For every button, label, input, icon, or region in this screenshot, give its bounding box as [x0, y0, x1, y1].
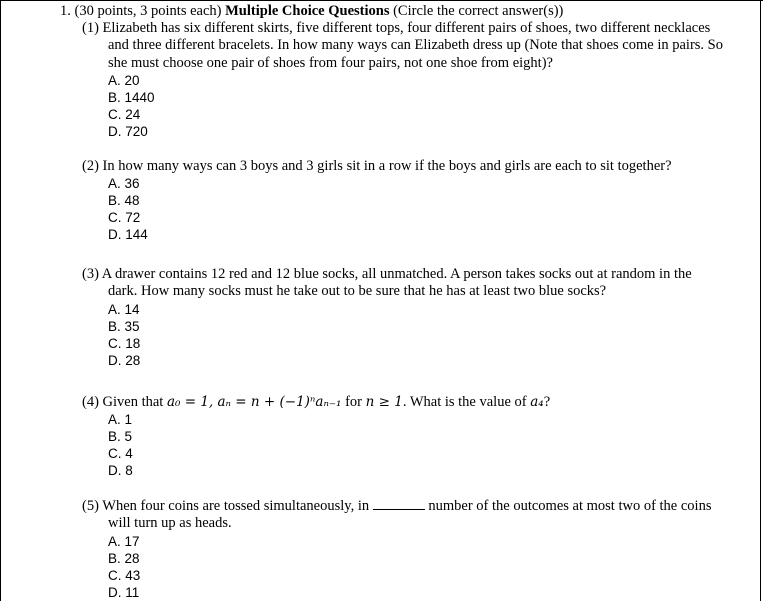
option-c[interactable]: C. 24 — [108, 106, 141, 122]
answer-blank[interactable] — [373, 497, 425, 510]
option-d[interactable]: D. 8 — [108, 463, 133, 479]
question-2-options — [82, 175, 742, 243]
option-d[interactable]: D. 28 — [108, 352, 141, 368]
question-3 — [82, 266, 742, 369]
question-5-suffix: number of the outcomes at most two of the coins — [424, 498, 712, 514]
option-b[interactable]: B. 28 — [108, 550, 140, 566]
question-1-line-1: (1) Elizabeth has six different skirts, five different tops, four different pairs of shoes, two different necklaces — [82, 20, 711, 36]
option-a[interactable]: A. 17 — [108, 533, 140, 549]
question-1-line-2: and three different bracelets. In how many ways can Elizabeth dress up (Note that shoes come in pairs. So — [108, 37, 723, 54]
question-2-line-1: (2) In how many ways can 3 boys and 3 girls sit in a row if the boys and girls are each to sit together? — [82, 158, 672, 174]
option-b[interactable]: B. 5 — [108, 429, 133, 445]
option-a[interactable]: A. 36 — [108, 176, 140, 192]
option-c[interactable]: C. 43 — [108, 567, 141, 583]
recurrence-formula: a₀ = 1, aₙ = n + (−1)ⁿaₙ₋₁ — [166, 394, 342, 410]
question-5-options — [82, 533, 742, 601]
question-4-suffix: ? — [543, 394, 551, 410]
question-4-line-1 — [82, 394, 742, 411]
option-a[interactable]: A. 14 — [108, 301, 140, 317]
question-5-line-2: will turn up as heads. — [108, 515, 232, 532]
header-prefix: 1. (30 points, 3 points each) — [60, 3, 226, 19]
question-3-line-1: (3) A drawer contains 12 red and 12 blue socks, all unmatched. A person takes socks out at random in the — [82, 266, 692, 282]
option-c[interactable]: C. 4 — [108, 446, 133, 462]
question-1-line-3: she must choose one pair of shoes from four pairs, not one shoe from eight)? — [108, 54, 553, 71]
question-3-options — [82, 301, 742, 369]
option-d[interactable]: D. 11 — [108, 584, 140, 600]
option-b[interactable]: B. 35 — [108, 318, 140, 334]
question-5-line-1 — [82, 497, 742, 515]
question-4-options — [82, 411, 742, 479]
question-4 — [82, 394, 742, 479]
question-1 — [82, 20, 742, 140]
option-c[interactable]: C. 18 — [108, 335, 141, 351]
question-4-middle-2: . What is the value of — [402, 394, 531, 410]
question-4-middle: for — [341, 394, 366, 410]
option-a[interactable]: A. 20 — [108, 72, 140, 88]
option-b[interactable]: B. 1440 — [108, 89, 155, 105]
target-term: a₄ — [530, 394, 544, 410]
problem-header — [60, 3, 563, 20]
header-suffix: (Circle the correct answer(s)) — [389, 3, 564, 19]
option-d[interactable]: D. 720 — [108, 123, 148, 139]
question-3-line-2: dark. How many socks must he take out to be sure that he has at least two blue socks? — [108, 283, 607, 300]
option-c[interactable]: C. 72 — [108, 210, 141, 226]
option-b[interactable]: B. 48 — [108, 193, 140, 209]
index-condition: n ≥ 1 — [365, 394, 403, 410]
option-a[interactable]: A. 1 — [108, 412, 133, 428]
header-bold-title: Multiple Choice Questions — [225, 3, 390, 19]
question-1-options — [82, 72, 742, 140]
option-d[interactable]: D. 144 — [108, 227, 148, 243]
question-4-prefix: (4) Given that — [82, 394, 167, 410]
question-5-prefix: (5) When four coins are tossed simultaneously, in — [82, 498, 373, 514]
question-2 — [82, 158, 742, 243]
question-5 — [82, 497, 742, 601]
